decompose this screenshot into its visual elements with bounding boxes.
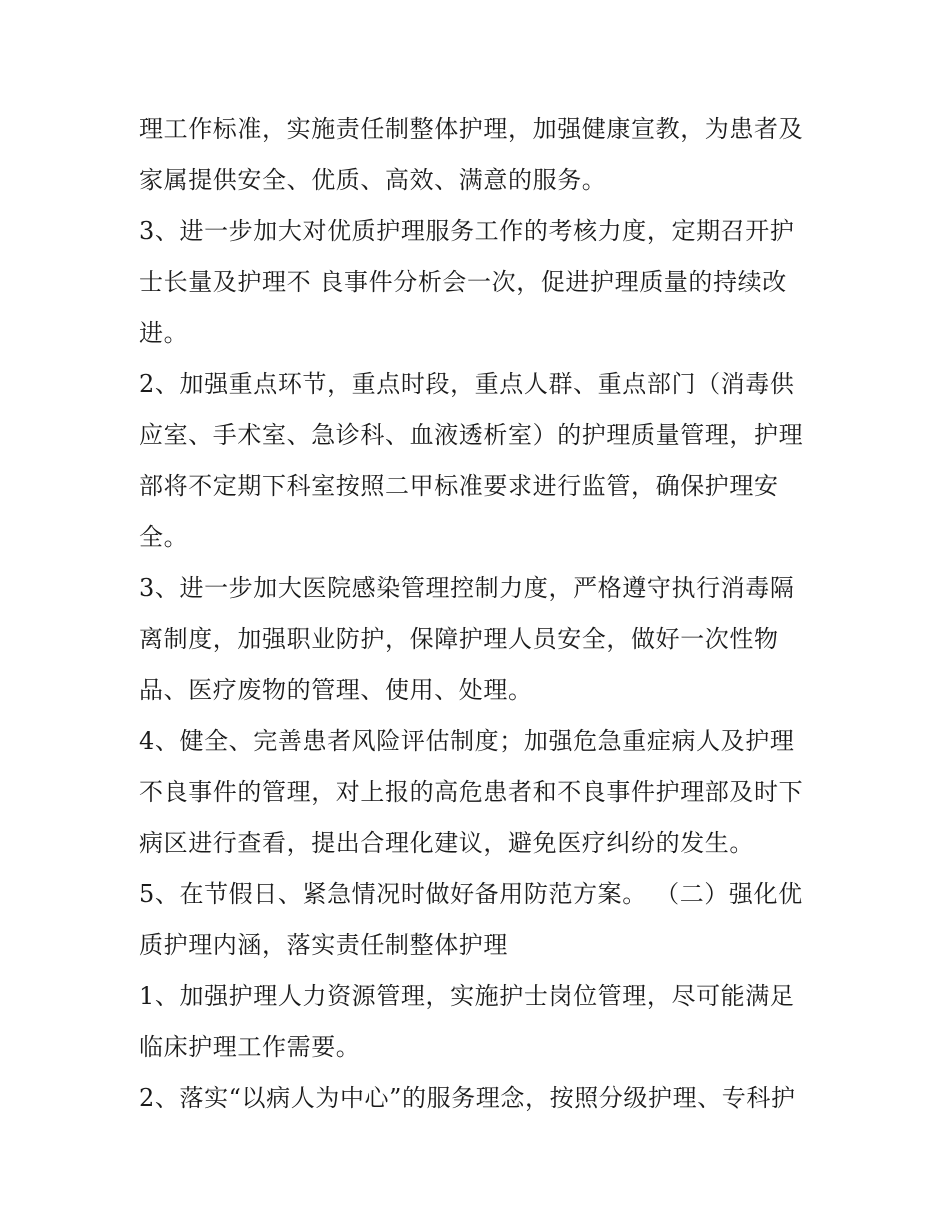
text-line: 1、加强护理人力资源管理，实施护士岗位管理，尽可能满足 xyxy=(139,982,795,1010)
text-line: 病区进行查看，提出合理化建议，避免医疗纠纷的发生。 xyxy=(139,829,754,857)
text-line: 5、在节假日、紧急情况时做好备用防范方案。 （二）强化优 xyxy=(139,880,803,908)
text-line: 2、加强重点环节，重点时段，重点人群、重点部门（消毒供 xyxy=(139,370,795,398)
text-line: 4、健全、完善患者风险评估制度；加强危急重症病人及护理 xyxy=(139,727,795,755)
text-line: 进。 xyxy=(139,319,189,347)
text-line: 2、落实“以病人为中心”的服务理念，按照分级护理、专科护 xyxy=(139,1084,796,1112)
text-line: 部将不定期下科室按照二甲标准要求进行监管，确保护理安 xyxy=(139,472,779,500)
text-line: 3、进一步加大医院感染管理控制力度，严格遵守执行消毒隔 xyxy=(139,574,795,602)
text-line: 临床护理工作需要。 xyxy=(139,1033,361,1061)
text-line: 质护理内涵，落实责任制整体护理 xyxy=(139,931,508,959)
text-line: 应室、手术室、急诊科、血液透析室）的护理质量管理，护理 xyxy=(139,421,804,449)
text-line: 家属提供安全、优质、高效、满意的服务。 xyxy=(139,166,607,194)
text-line: 士长量及护理不 良事件分析会一次，促进护理质量的持续改 xyxy=(139,268,787,296)
body-text xyxy=(139,104,819,1124)
text-line: 离制度，加强职业防护，保障护理人员安全，做好一次性物 xyxy=(139,625,779,653)
text-line: 品、医疗废物的管理、使用、处理。 xyxy=(139,676,533,704)
text-line: 不良事件的管理，对上报的高危患者和不良事件护理部及时下 xyxy=(139,778,804,806)
text-line: 理工作标准，实施责任制整体护理，加强健康宣教，为患者及 xyxy=(139,115,804,143)
text-line: 3、进一步加大对优质护理服务工作的考核力度，定期召开护 xyxy=(139,217,795,245)
text-line: 全。 xyxy=(139,523,189,551)
